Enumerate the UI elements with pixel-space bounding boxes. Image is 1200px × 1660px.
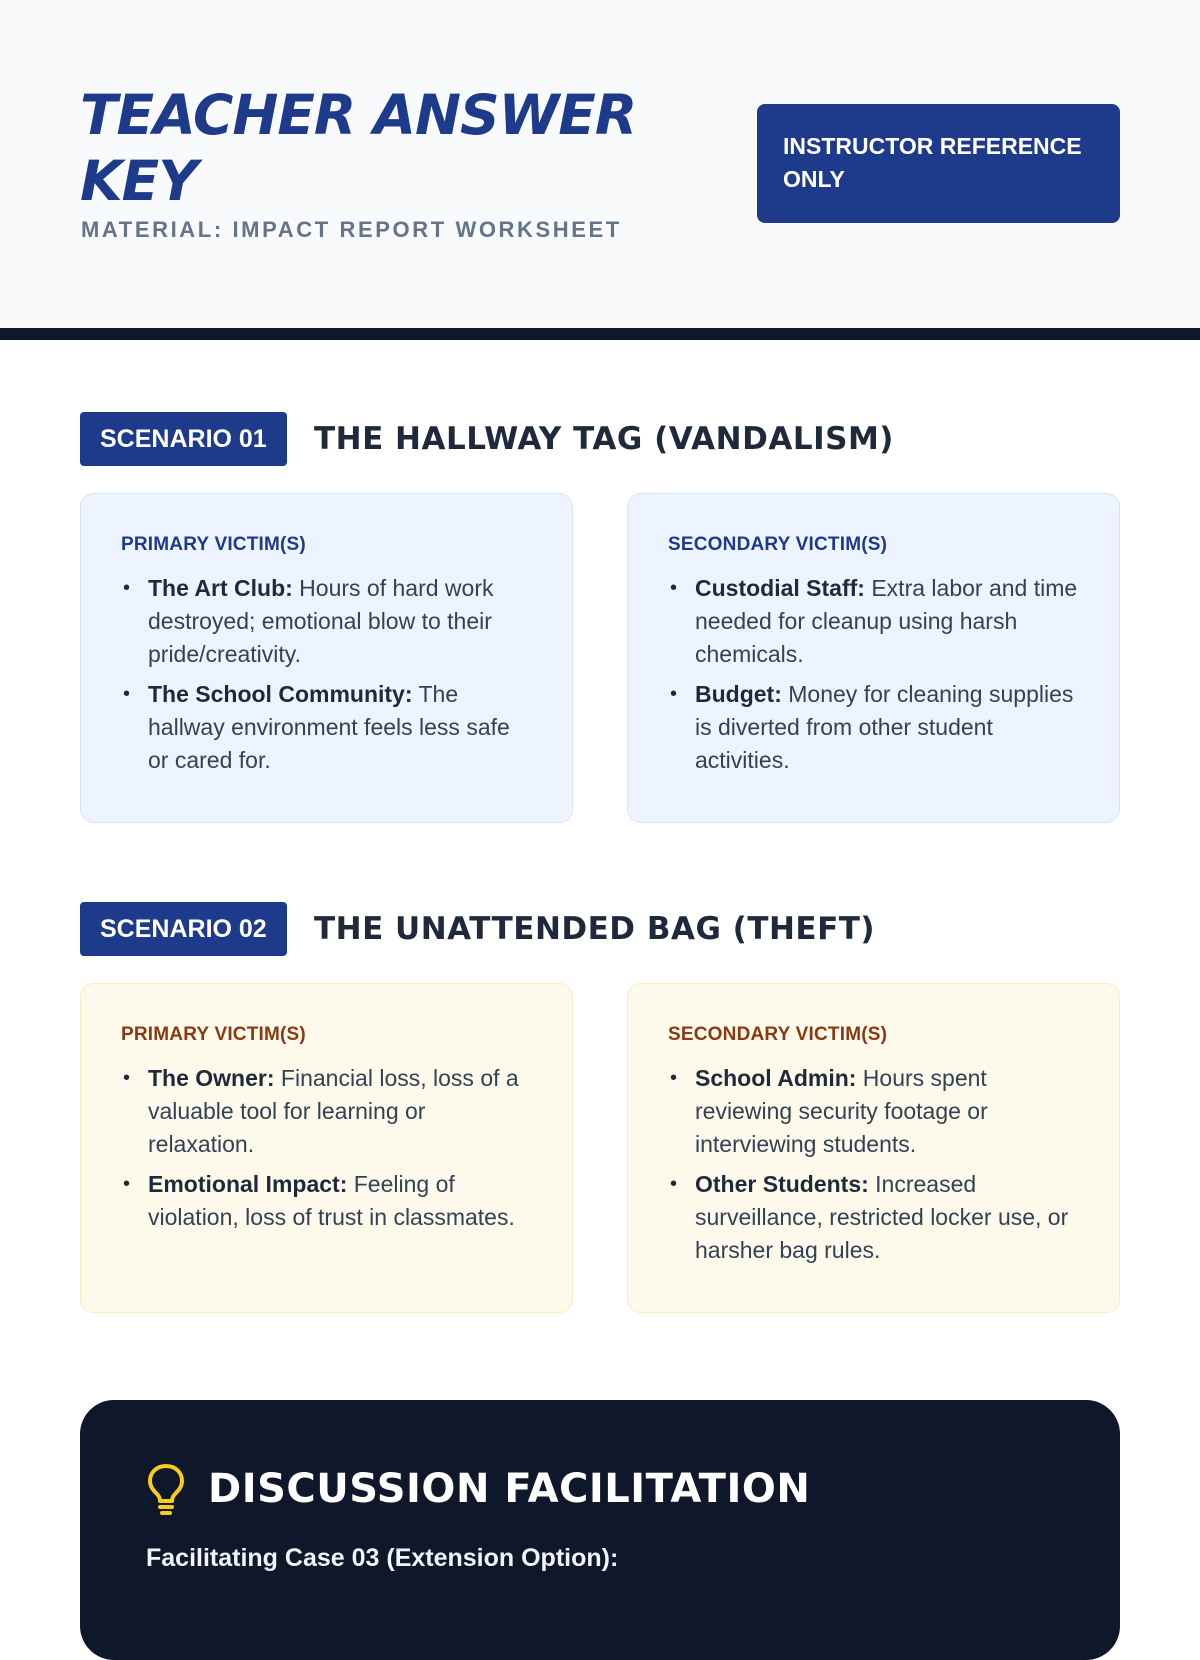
victim-list — [668, 1062, 1079, 1267]
list-item — [121, 572, 532, 671]
victim-list — [668, 572, 1079, 777]
header-divider — [0, 328, 1200, 340]
scenario-title: THE HALLWAY TAG (VANDALISM) — [314, 421, 894, 457]
discussion-facilitation-panel — [80, 1400, 1120, 1660]
victim-list — [121, 1062, 532, 1234]
item-text: Financial loss, loss of a valuable tool for learning or relaxation. — [148, 1065, 519, 1157]
page-title: TEACHER ANSWER KEY — [80, 83, 637, 213]
discussion-header — [146, 1462, 1054, 1516]
scenario-02-section — [80, 902, 1120, 1313]
list-item — [121, 678, 532, 777]
list-item — [668, 678, 1079, 777]
scenario-header — [80, 412, 1120, 466]
scenario-tag: SCENARIO 01 — [80, 412, 287, 466]
item-heading: Custodial Staff: — [695, 575, 865, 601]
item-text: Feeling of violation, loss of trust in classmates. — [148, 1171, 515, 1230]
item-heading: Budget: — [695, 681, 782, 707]
list-item — [668, 572, 1079, 671]
page-header — [0, 0, 1200, 328]
item-heading: Emotional Impact: — [148, 1171, 348, 1197]
item-text: Hours of hard work destroyed; emotional blow to their pride/creativity. — [148, 575, 494, 667]
discussion-subtitle: Facilitating Case 03 (Extension Option): — [146, 1544, 619, 1572]
item-heading: The Art Club: — [148, 575, 293, 601]
list-item — [121, 1168, 532, 1234]
card-label: SECONDARY VICTIM(S) — [668, 1024, 888, 1045]
item-text: Hours spent reviewing security footage or interviewing students. — [695, 1065, 988, 1157]
scenario-header — [80, 902, 1120, 956]
item-heading: The School Community: — [148, 681, 413, 707]
primary-victims-card — [80, 983, 573, 1313]
list-item — [668, 1168, 1079, 1267]
primary-victims-card — [80, 493, 573, 823]
victim-cards — [80, 983, 1120, 1313]
discussion-title: DISCUSSION FACILITATION — [208, 1466, 811, 1512]
scenario-01-section — [80, 412, 1120, 823]
item-heading: School Admin: — [695, 1065, 857, 1091]
list-item — [668, 1062, 1079, 1161]
card-label: PRIMARY VICTIM(S) — [121, 534, 306, 555]
item-heading: The Owner: — [148, 1065, 275, 1091]
lightbulb-icon — [146, 1462, 186, 1516]
card-label: SECONDARY VICTIM(S) — [668, 534, 888, 555]
card-label: PRIMARY VICTIM(S) — [121, 1024, 306, 1045]
item-text: Increased surveillance, restricted locker use, or harsher bag rules. — [695, 1171, 1069, 1263]
instructor-reference-badge: INSTRUCTOR REFERENCE ONLY — [757, 104, 1120, 223]
item-heading: Other Students: — [695, 1171, 869, 1197]
secondary-victims-card — [627, 493, 1120, 823]
page-subtitle: MATERIAL: IMPACT REPORT WORKSHEET — [81, 217, 622, 242]
item-text: The hallway environment feels less safe or cared for. — [148, 681, 510, 773]
item-text: Money for cleaning supplies is diverted from other student activities. — [695, 681, 1074, 773]
secondary-victims-card — [627, 983, 1120, 1313]
scenario-title: THE UNATTENDED BAG (THEFT) — [314, 911, 876, 947]
list-item — [121, 1062, 532, 1161]
victim-list — [121, 572, 532, 777]
item-text: Extra labor and time needed for cleanup using harsh chemicals. — [695, 575, 1078, 667]
scenario-tag: SCENARIO 02 — [80, 902, 287, 956]
victim-cards — [80, 493, 1120, 823]
